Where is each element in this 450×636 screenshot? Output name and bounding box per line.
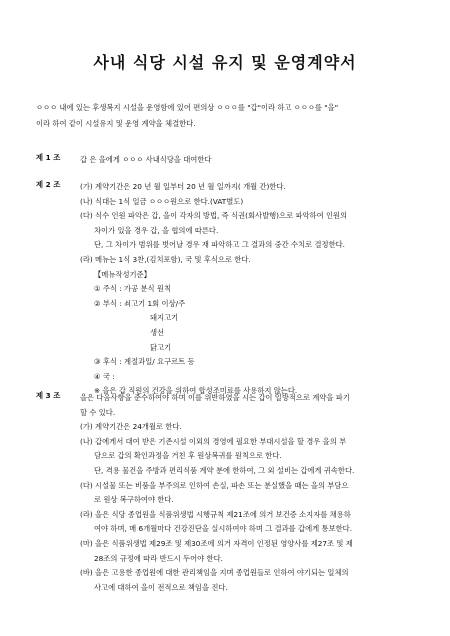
article-3-item-na: (나) 갑에게서 대여 받은 기존시설 이외의 경영에 필요한 부대시설을 할 경우 을의 부 [80, 436, 347, 446]
article-3-item-na-cont: 담으로 갑의 확인과정을 거친 후 원상복귀를 원칙으로 한다. [94, 451, 282, 461]
menu-side-chicken: 닭고기 [150, 342, 172, 352]
article-3-item-ga: (가) 계약기간은 24개월로 한다. [80, 422, 182, 432]
article-3-item-ra: (라) 을은 식당 종업원을 식품위생법 시행규칙 제21조에 의거 보건증 소지자를 채용하 [80, 509, 351, 519]
article-3-item-ba: (바) 을은 고용한 종업원에 대한 관리책임을 지며 종업원들로 인하여 야기되는 일체의 [80, 568, 349, 578]
article-1-text: 갑 은 을에게 ㅇㅇㅇ 사내식당을 대여한다 [80, 155, 212, 164]
article-2-item-da-note: 단, 그 차이가 범위를 벗어날 경우 재 파악하고 그 결과의 중간 수치로 결정한다. [94, 240, 345, 250]
menu-dessert: ③ 후식 : 계절과일/ 요구르트 등 [94, 357, 195, 367]
intro-line: 이라 하여 같이 시설유지 및 운영 계약을 체결한다. [36, 119, 196, 128]
intro-paragraph [36, 100, 426, 132]
article-2-item-da: (다) 식수 인원 파악은 갑, 을이 각자의 방법, 즉 식권(회사발행)으로 파악하여 인원의 [80, 211, 348, 221]
menu-criteria-heading: 【메뉴작성기준】 [94, 269, 151, 279]
article-3-text: 을은 다음사항을 준수하여야 하며 이를 위반하였을 시는 갑이 일방적으로 계약을 파기 [80, 393, 350, 402]
document-title: 사내 식당 시설 유지 및 운영계약서 [93, 53, 357, 72]
article-3-item-na-note: 단, 격용 물건을 주방과 편리식품 계약 분에 한하여, 그 외 설비는 갑에게 귀속한다. [94, 465, 355, 475]
menu-soup: ④ 국 : [94, 371, 115, 381]
menu-side-pork: 돼지고기 [150, 313, 179, 323]
menu-main-dish: ① 주식 : 가공 분식 원칙 [94, 284, 171, 294]
article-3-item-ma-cont: 28조의 규정에 따라 반드시 두어야 한다. [94, 553, 223, 563]
article-3-item-da: (다) 시설물 또는 비품을 부주의로 인하여 손실, 파손 또는 분실했을 때는 을의 부담으 [80, 480, 349, 490]
menu-side-fish: 생선 [150, 327, 165, 337]
menu-side-dish: ② 부식 : 쇠고기 1회 이상/주 [94, 298, 186, 308]
article-2-item-ra: (라) 메뉴는 1식 3찬,(김치포함), 국 및 후식으로 한다. [80, 254, 251, 264]
article-2-item-da-cont: 차이가 있을 경우 갑, 을 협의에 따른다. [94, 225, 219, 235]
article-3-text-cont: 할 수 있다. [80, 407, 116, 417]
article-3-item-ra-cont: 여야 하며, 매 6개월마다 건강진단을 실시하여야 하며 그 결과를 갑에게 통보한다. [94, 524, 353, 534]
article-3-item-da-cont: 로 원상 복구하여야 한다. [94, 495, 174, 505]
article-2-item-na: (나) 식대는 1식 일금 ㅇㅇㅇ원으로 한다.(VAT별도) [80, 196, 244, 206]
intro-line: ㅇㅇㅇ 내에 있는 후생복지 시설을 운영함에 있어 편의상 ㅇㅇㅇ를 "갑"이라 하고 ㅇㅇㅇ를 "을" [36, 103, 339, 112]
menu-note: ※ 을은 갑 직원의 건강을 위하여 합성조미료를 사용하지 않는다. [94, 386, 298, 396]
article-3-label: 제 3 조 [36, 391, 61, 400]
article-3-item-ma: (마) 을은 식품위생법 제29조 및 제30조에 의거 자격이 인정된 영양사를 제27조 및 제 [80, 538, 353, 548]
article-1-label: 제 1 조 [36, 153, 61, 162]
article-2-item-ga: (가) 계약기간은 20 년 월 일부터 20 년 월 일까지( 개월 간)한다. [80, 182, 286, 191]
article-3-item-ba-cont: 사고에 대하여 을이 전적으로 책임을 진다. [94, 582, 228, 592]
article-2-label: 제 2 조 [36, 180, 61, 189]
